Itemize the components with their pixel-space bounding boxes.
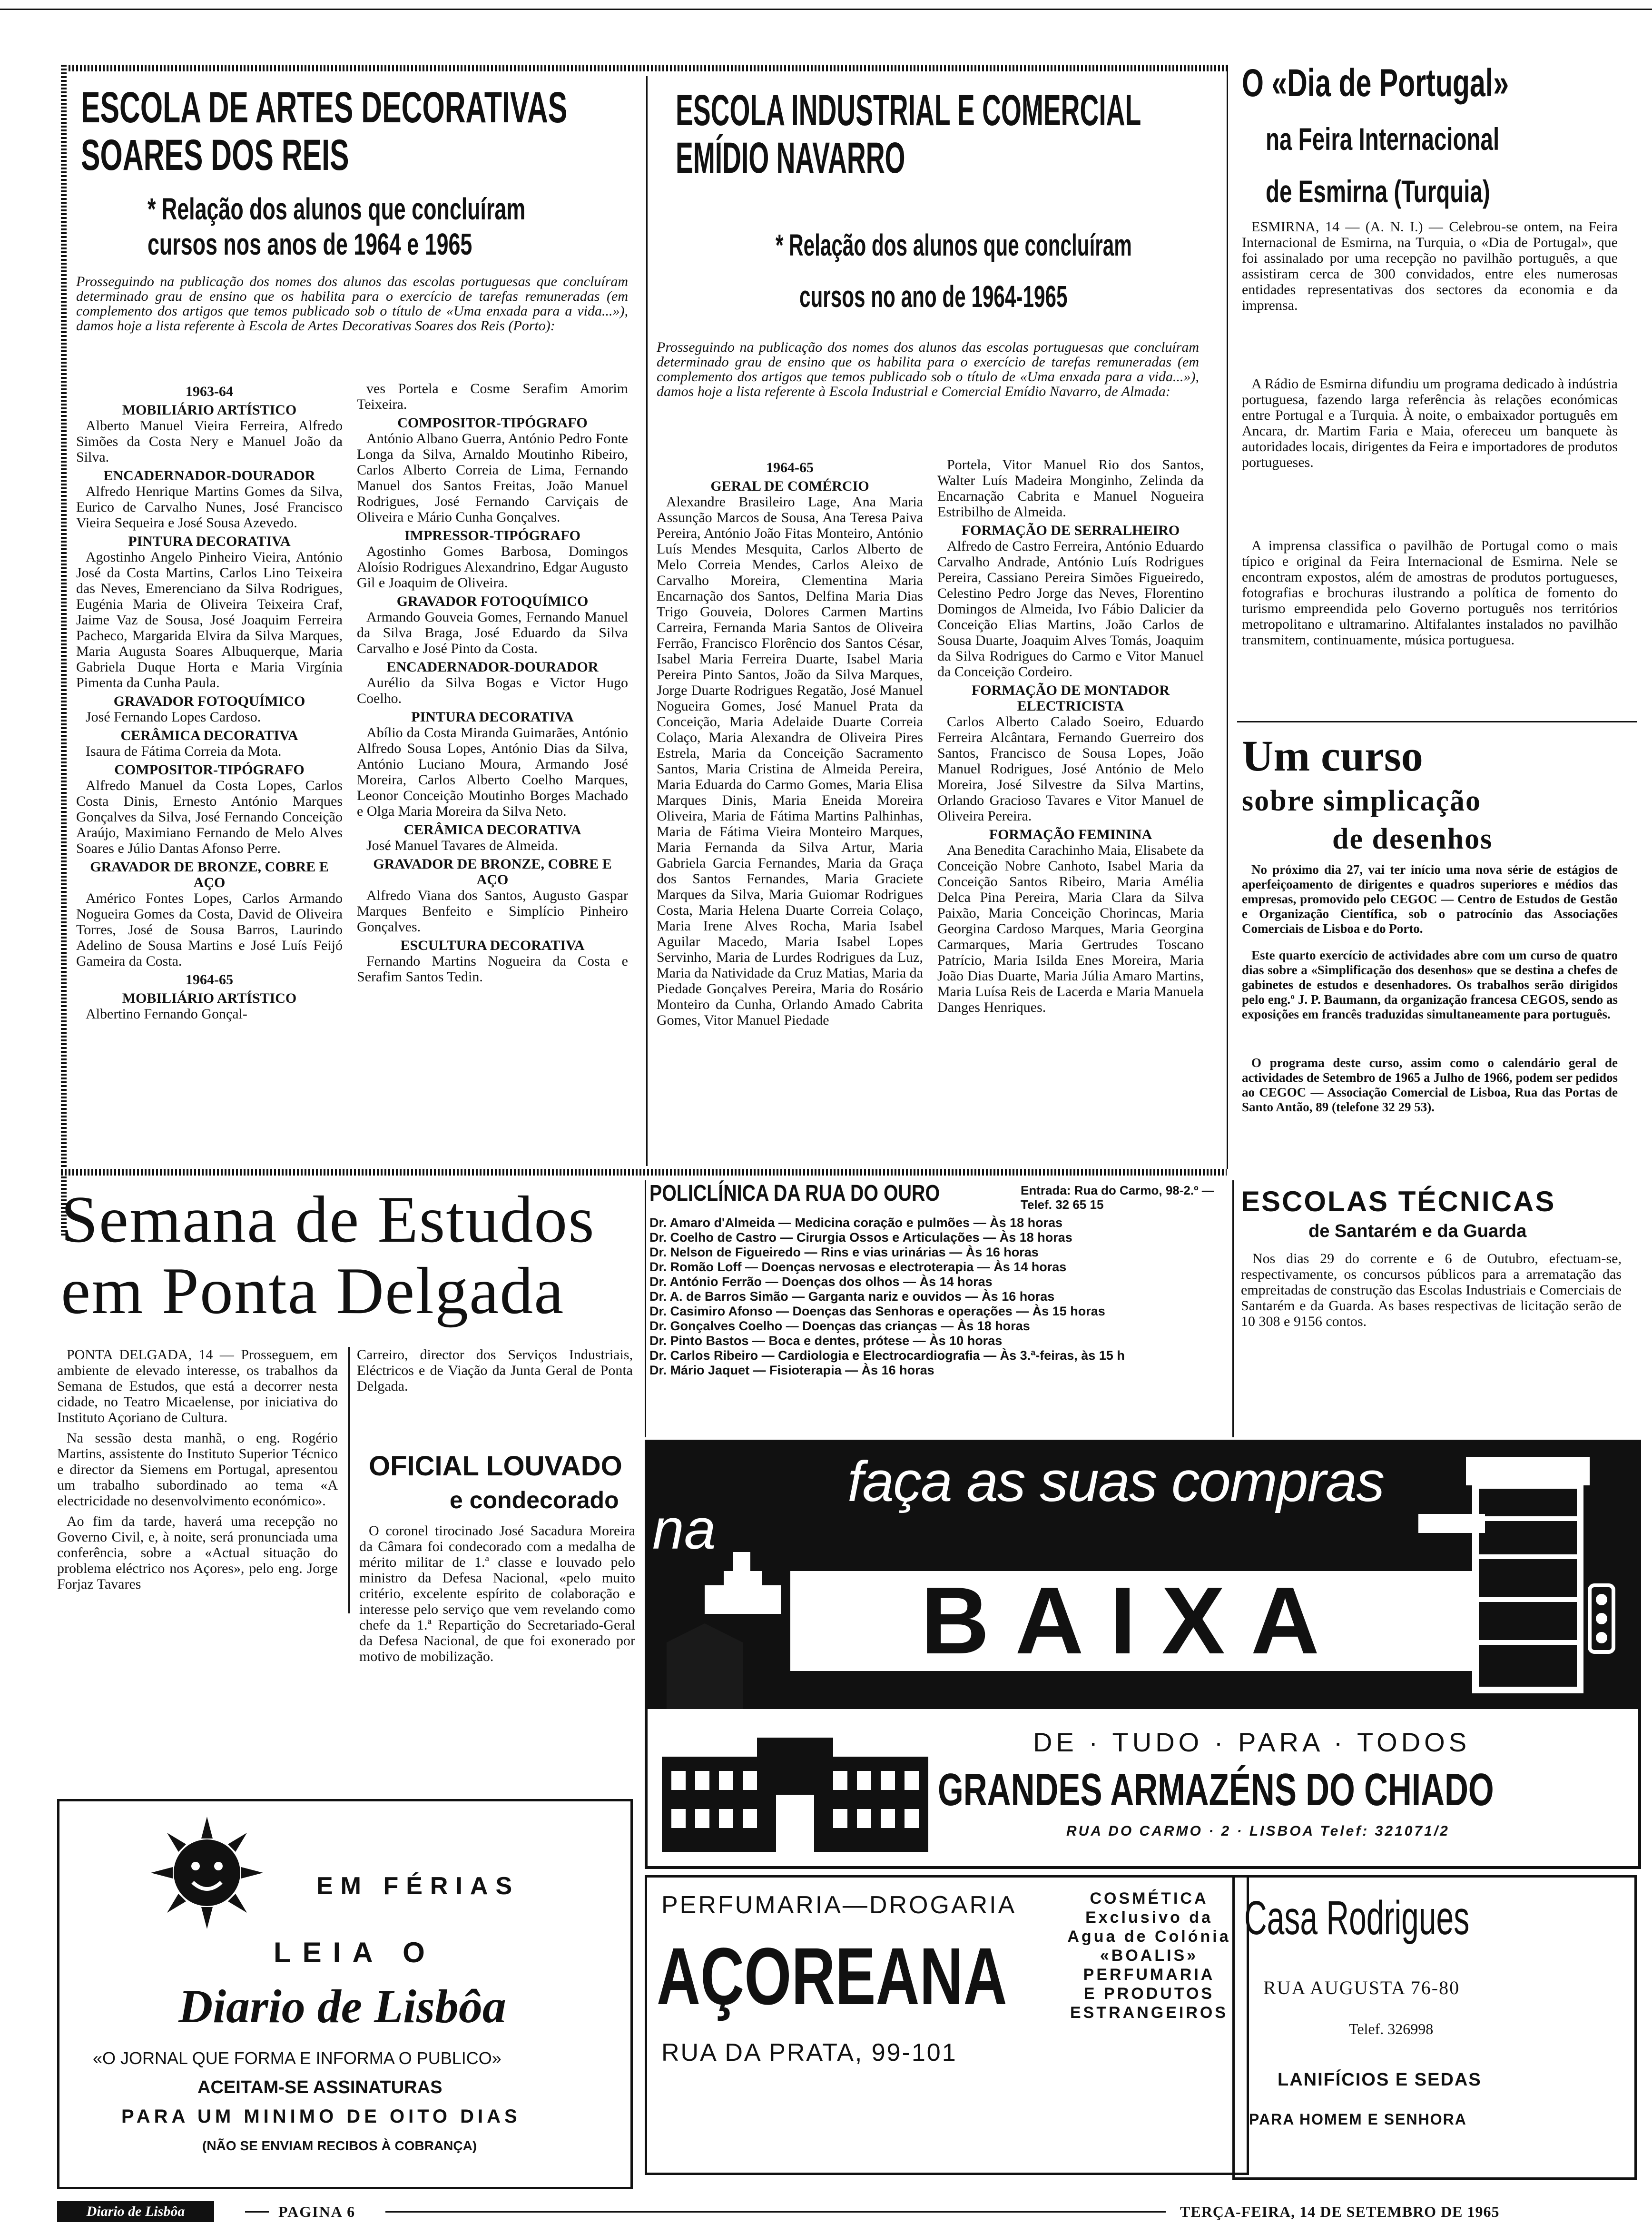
subheadline-line-1: * Relação dos alunos que concluíram <box>776 228 1132 262</box>
section-heading: MOBILIÁRIO ARTÍSTICO <box>122 402 297 418</box>
article-escolas-tecnicas <box>1232 1180 1642 1442</box>
ad-acoreana-products <box>1061 1889 1237 2022</box>
section-text: Alexandre Brasileiro Lage, Ana Maria Assunção Marcos de Sousa, Ana Teresa Paiva Pereira, António João Fitas Monteiro, António Luís Mendes Mesquita, Carlos Alberto de Melo Correia Mendes, Carlos Aleixo de Carvalho Moreira, Clementina Maria Encarnação dos Santos, Delfina Maria Dias Trigo Gouveia, Dolores Carmen Martins Carreira, Fernanda Maria Santos de Oliveira Ferrão, Francisco Florêncio dos Santos César, Isabel Maria Ferreira Duarte, Isabel Maria Pereira Pinto Santos, João da Silva Marques, Jorge Duarte Rodrigues Regatão, José Manuel Nogueira Gomes, José Manuel Prata da Conceição, Maria Adelaide Duarte Correia Colaço, Maria Alexandra de Oliveira Pires Estrela, Maria da Conceição Sacramento Santos, Maria Cristina de Almeida Pereira, Maria Eduarda do Carmo Gomes, Maria Elisa Marques Dinis, Maria Eneida Moreira Oliveira, Maria de Fátima Martins Palhinhas, Maria de Fátima Vieira Monteiro Marques, Maria Fernanda da Silva Artur, Maria Gabriela Garcia Fernandes, Maria da Graça dos Santos Fernandes, Maria Graciete Marques da Silva, Maria Guiomar Rodrigues Costa, Maria Helena Duarte Correia Colaço, Maria Irene Alves Rocha, Maria Isabel Aguilar Macedo, Maria Isabel Lopes Servinho, Maria de Lurdes Rodrigues da Luz, Maria da Natividade da Cruz Matias, Maria da Piedade Gonçalves Pereira, Maria do Rosário Monteiro da Cunha, Orlando Amado Cabrita Gomes, Vitor Manuel Piedade <box>657 494 923 1028</box>
section-text: José Fernando Lopes Cardoso. <box>86 709 261 725</box>
section-text: Portela, Vitor Manuel Rio dos Santos, Walter Luís Madeira Monginho, Zelinda da Encarnação Cabrita e Manuel Nogueira Estribilho de Almeida. <box>937 457 1204 520</box>
article-paragraph-1: No próximo dia 27, vai ter início uma nova série de estágios de aperfeiçoamento de dirigentes e quadros superiores e médios das empresas, promovido pelo CEGOC — Centro de Estudos de Gestão e Organização Científica, sob o patrocínio das Associações Comerciais de Lisboa e do Porto. <box>1242 862 1618 936</box>
section-text: Ana Benedita Carachinho Maia, Elisabete da Conceição Nobre Canhoto, Isabel Maria da Conceição Santos Ribeiro, Maria Amélia Delca Pina Pereira, Maria Clara da Silva Paixão, Maria Conceição Chorincas, Maria Georgina Cardoso Marques, Maria Georgina Carmarques, Maria Gertrudes Toscano Patrício, Maria Isilda Enes Moreira, Maria João Dias Duarte, Maria Júlia Amaro Martins, Maria Luísa Reis de Lacerda e Maria Manuela Danges Henriques. <box>937 842 1204 1015</box>
article-paragraph-2: Na sessão desta manhã, o eng. Rogério Martins, assistente do Instituto Superior Técnico e director da Siemens em Portugal, apresentou um trabalho subordinado ao tema «A electricidade no desenvolvimento económico». <box>57 1430 338 1509</box>
policlinica-title: POLICLÍNICA DA RUA DO OURO <box>649 1181 940 1206</box>
section-text: José Manuel Tavares de Almeida. <box>366 838 559 853</box>
ad-acoreana-product-line: E PRODUTOS <box>1083 1985 1215 2003</box>
article-paragraph-3: O programa deste curso, assim como o calendário geral de actividades de Setembro de 1965 a Julho de 1966, podem ser pedidos ao CEGOC — Associação Comercial de Lisboa, Rua das Portas de Santo Antão, 89 (telefone 32 29 53). <box>1242 1056 1618 1114</box>
section-heading: FORMAÇÃO DE SERRALHEIRO <box>961 523 1180 538</box>
ad-diario-line2: LEIA O <box>274 1937 436 1968</box>
section-text: Abílio da Costa Miranda Guimarães, António Alfredo Sousa Lopes, António Dias da Silva, António Luciano Moura, Armando José Moreira, Carlos Alberto Coelho Marques, Leonor Conceição Moutinho Borges Machado e Olga Maria Moreira da Silva Neto. <box>357 725 628 819</box>
policlinica-row: Dr. A. de Barros Simão — Garganta nariz e ouvidos — Às 16 horas <box>649 1289 1055 1304</box>
ad-baixa-line2: na <box>652 1497 716 1561</box>
section-heading: GRAVADOR DE BRONZE, COBRE E AÇO <box>373 856 612 888</box>
ad-baixa-sub3: RUA DO CARMO · 2 · LISBOA Telef: 321071/2 <box>1066 1823 1450 1839</box>
footer-date: TERÇA-FEIRA, 14 DE SETEMBRO DE 1965 <box>1180 2203 1500 2220</box>
headline-line-2: sobre simplicação <box>1242 785 1481 817</box>
section-heading: COMPOSITOR-TIPÓGRAFO <box>397 415 588 431</box>
subheadline-line-1: * Relação dos alunos que concluíram <box>148 192 526 226</box>
section-text: ves Portela e Cosme Serafim Amorim Teixeira. <box>357 381 628 412</box>
section-text: Agostinho Angelo Pinheiro Vieira, António José da Costa Martins, Carlos Lino Teixeira das Neves, Emerenciano da Silva Rodrigues, Eugénia Maria de Oliveira Teixeira Craf, Jaime Vaz de Sousa, José Joaquim Ferreira Pacheco, Margarida Elvira da Silva Marques, Maria Augusta Soares Albuquerque, Maria Gabriela Duque Horta e Maria Virgínia Pimenta da Cunha Paula. <box>76 549 343 691</box>
ad-acoreana-product-line: Agua de Colónia <box>1067 1928 1231 1946</box>
ad-acoreana-product-line: PERFUMARIA <box>1083 1966 1215 1984</box>
policlinica-row: Dr. Gonçalves Coelho — Doenças das crianças — Às 18 horas <box>649 1319 1030 1333</box>
section-divider <box>1237 721 1637 722</box>
policlinica-list <box>649 1216 1220 1378</box>
column-divider-2 <box>1227 65 1228 1169</box>
section-heading: FORMAÇÃO DE MONTADOR ELECTRICISTA <box>971 682 1170 714</box>
headline-line-1: Um curso <box>1242 731 1423 780</box>
section-heading: PINTURA DECORATIVA <box>411 709 574 725</box>
article-paragraph-1: ESMIRNA, 14 — (A. N. I.) — Celebrou-se ontem, na Feira Internacional de Esmirna, na Turquia, o «Dia de Portugal», que foi assinalado por uma recepção no pavilhão português, a que assistiram cerca de 300 convidados, entre eles numerosas entidades representativas dos sectores da economia e da imprensa. <box>1242 219 1618 313</box>
policlinica-row: Dr. António Ferrão — Doenças dos olhos — Às 14 horas <box>649 1275 993 1289</box>
article-escola-industrial <box>657 76 1218 1166</box>
article-paragraph-2: Este quarto exercício de actividades abre com um curso de quatro dias sobre a «Simplificação dos desenhos» que se destina a chefes de gabinetes de estudos e desenhadores. Os trabalhos serão dirigidos pelo eng.º J. P. Baumann, da organização francesa CEGOS, sendo as exposições em francês traduzidas simultaneamente para português. <box>1242 948 1618 1021</box>
policlinica-row: Dr. Romão Loff — Doenças nervosas e electroterapia — Às 14 horas <box>649 1260 1067 1274</box>
ad-baixa-line1: faça as suas compras <box>847 1450 1384 1513</box>
section-heading: CERÂMICA DECORATIVA <box>120 728 298 743</box>
section-heading: ENCADERNADOR-DOURADOR <box>103 468 315 484</box>
ad-diario-line4: ACEITAM-SE ASSINATURAS <box>197 2077 442 2097</box>
policlinica-row: Dr. Coelho de Castro — Cirurgia Ossos e Articulações — Às 18 horas <box>649 1230 1072 1245</box>
policlinica-address: Entrada: Rua do Carmo, 98-2.º — Telef. 32 65 15 <box>1021 1183 1214 1212</box>
section-heading: GERAL DE COMÉRCIO <box>710 478 869 494</box>
subheadline: de Santarém e da Guarda <box>1308 1221 1527 1241</box>
ad-diario-line1: EM FÉRIAS <box>316 1872 520 1900</box>
ad-acoreana-product-line: «BOALIS» <box>1100 1947 1199 1965</box>
section-text: Armando Gouveia Gomes, Fernando Manuel da Silva Braga, José Eduardo da Silva Carvalho e José Pinto da Costa. <box>357 609 628 656</box>
article-paragraph-1: O coronel tirocinado José Sacadura Moreira da Câmara foi condecorado com a medalha de mérito militar de 1.ª classe e louvado pelo ministro da Defesa Nacional, «pelo muito critério, excelente espírito de colaboração e interesse pelo serviço que vem revelando como chefe da 1.ª Repartição do Secretariado-Geral da Defesa Nacional, de que foi exonerado por motivo de mobilização. <box>359 1523 635 1664</box>
mid-dotted-border <box>61 1169 1227 1176</box>
section-heading: MOBILIÁRIO ARTÍSTICO <box>122 990 297 1006</box>
article-column-2 <box>357 1347 633 1394</box>
footer-logo: Diario de Lisbôa <box>57 2201 214 2222</box>
article-column-1 <box>657 457 923 1028</box>
ad-acoreana-big: AÇOREANA <box>657 1931 1007 2022</box>
policlinica-row: Dr. Mário Jaquet — Fisioterapia — Às 16 horas <box>649 1363 934 1377</box>
ad-acoreana-product-line: ESTRANGEIROS <box>1070 2004 1229 2022</box>
ad-baixa-banner <box>648 1443 1638 1709</box>
footer-page: PAGINA 6 <box>278 2203 356 2220</box>
ad-diario-line3: «O JORNAL QUE FORMA E INFORMA O PUBLICO» <box>93 2048 502 2068</box>
ad-acoreana-line2: RUA DA PRATA, 99-101 <box>661 2039 957 2066</box>
section-text: Américo Fontes Lopes, Carlos Armando Nogueira Gomes da Costa, David de Oliveira Torres, José de Sousa Barros, Laurindo Adelino de Sousa Martins e José Luís Feijó Gameira da Costa. <box>76 890 343 969</box>
article-dia-portugal <box>1237 62 1637 719</box>
section-text: Alfredo Henrique Martins Gomes da Silva, Eurico de Carvalho Nunes, José Francisco Vieira Sequeira e José Sousa Azevedo. <box>76 484 343 531</box>
ad-acoreana-product-line: Exclusivo da <box>1085 1908 1213 1927</box>
section-heading: 1964-65 <box>766 460 814 475</box>
policlinica-row: Dr. Amaro d'Almeida — Medicina coração e pulmões — Às 18 horas <box>649 1216 1063 1230</box>
ad-diario <box>57 1799 633 2189</box>
ad-baixa-sub1: DE · TUDO · PARA · TODOS <box>1033 1727 1471 1757</box>
left-dotted-border <box>61 65 67 1236</box>
ad-rodrigues-line2: PARA HOMEM E SENHORA <box>1249 2111 1467 2128</box>
ad-rodrigues <box>1232 1875 1637 2180</box>
ad-rodrigues-title: Casa Rodrigues <box>1244 1891 1470 1945</box>
article-column-2 <box>357 381 628 985</box>
article-oficial <box>354 1452 640 1794</box>
article-intro: Prosseguindo na publicação dos nomes dos alunos das escolas portuguesas que concluíram determinado grau de ensino que os habilita para o exercício de tarefas remuneradas (em complemento dos artigos que temos publicado sob o título de «Uma enxada para a vida...»), damos hoje a lista referente à Escola Industrial e Comercial Emídio Navarro, de Almada: <box>657 339 1199 399</box>
column-divider-1 <box>646 76 648 1166</box>
section-heading: COMPOSITOR-TIPÓGRAFO <box>114 762 305 778</box>
section-heading: GRAVADOR FOTOQUÍMICO <box>396 593 589 609</box>
article-paragraph-3: Ao fim da tarde, haverá uma recepção no Governo Civil, e, à noite, será pronunciada uma conferência, sobre a «Actual situação do problema eléctrico nos Açores», pelo eng. Jorge Forjaz Tavares <box>57 1513 338 1592</box>
article-paragraph-4: Carreiro, director dos Serviços Industriais, Eléctricos e de Viação da Junta Geral de Ponta Delgada. <box>357 1347 633 1394</box>
article-paragraph-3: A imprensa classifica o pavilhão de Portugal como o mais típico e original da Feira Internacional de Esmirna. Nele se encontram expostos, além de amostras de produtos portugueses, fotografias e brochuras ilustrando a política de fomento do turismo empreendida pelo Governo português nos territórios metropolitano e ultramarino. Altifalantes instalados no pavilhão transmitem, continuamente, música portuguesa. <box>1242 538 1618 648</box>
ad-diario-line6: (NÃO SE ENVIAM RECIBOS À COBRANÇA) <box>202 2138 477 2153</box>
headline-line-2: em Ponta Delgada <box>61 1254 565 1328</box>
section-text: Alfredo Viana dos Santos, Augusto Gaspar Marques Benfeito e Simplício Pinheiro Gonçalves. <box>357 888 628 935</box>
section-text: Carlos Alberto Calado Soeiro, Eduardo Ferreira Alcântara, Fernando Guerreiro dos Santos, Francisco de Sousa Lopes, João Manuel Rodrigues, José António de Melo Moreira, José Silvestre da Silva Martins, Orlando Gracioso Tavares e Vitor Manuel de Oliveira Pereira. <box>937 714 1204 824</box>
ad-rodrigues-tel: Telef. 326998 <box>1349 2020 1434 2037</box>
section-text: António Albano Guerra, António Pedro Fonte Longa da Silva, Arnaldo Moutinho Ribeiro, Carlos Alberto Correia de Lima, Fernando Manuel dos Santos Freitas, João Manuel Rodrigues, José Fernando Carviçais de Oliveira e Mário Cunha Gonçalves. <box>357 431 628 525</box>
policlinica-row: Dr. Pinto Bastos — Boca e dentes, prótese — Às 10 horas <box>649 1334 1003 1348</box>
section-heading: 1963-64 <box>186 384 233 399</box>
subheadline-line-2: cursos nos anos de 1964 e 1965 <box>148 227 472 261</box>
section-heading: PINTURA DECORATIVA <box>128 534 291 549</box>
top-dotted-border <box>61 65 1227 71</box>
ad-acoreana-line1: PERFUMARIA—DROGARIA <box>661 1891 1017 1919</box>
policlinica-ad <box>645 1180 1225 1442</box>
headline-line-2: SOARES DOS REIS <box>81 131 349 179</box>
policlinica-row: Dr. Carlos Ribeiro — Cardiologia e Electrocardiografia — Às 3.ª-feiras, às 15 h <box>649 1348 1125 1363</box>
article-paragraph-2: A Rádio de Esmirna difundiu um programa dedicado à indústria portuguesa, fazendo larga referência às relações económicas entre Portugal e a Turquia. À noite, o embaixador português em Ancara, dr. Martim Faria e Maia, ofereceu um banquete às autoridades locais, dirigentes da Feira e importadores de produtos portugueses. <box>1242 376 1618 470</box>
article-column-2 <box>937 457 1204 1015</box>
section-text: Albertino Fernando Gonçal- <box>86 1006 247 1022</box>
headline-line-3: de desenhos <box>1332 823 1493 855</box>
section-heading: CERÂMICA DECORATIVA <box>403 822 581 838</box>
section-heading: ENCADERNADOR-DOURADOR <box>386 659 599 675</box>
page-footer <box>57 2201 1637 2225</box>
headline-line-2: EMÍDIO NAVARRO <box>676 134 905 182</box>
section-text: Isaura de Fátima Correia da Mota. <box>86 743 282 759</box>
ad-acoreana <box>645 1875 1249 2175</box>
article-intro: Prosseguindo na publicação dos nomes dos alunos das escolas portuguesas que concluíram determinado grau de ensino que os habilita para o exercício de tarefas remuneradas (em complemento dos artigos que temos publicado sob o título de «Uma enxada para a vida...»), damos hoje a lista referente à Escola de Artes Decorativas Soares dos Reis (Porto): <box>76 274 628 334</box>
headline-line-2: e condecorado <box>450 1487 619 1513</box>
ad-acoreana-product-line: COSMÉTICA <box>1090 1889 1209 1908</box>
headline-line-3: de Esmirna (Turquia) <box>1266 174 1490 209</box>
headline-line-1: ESCOLA DE ARTES DECORATIVAS <box>81 83 568 132</box>
section-heading: IMPRESSOR-TIPÓGRAFO <box>404 528 581 544</box>
section-heading: 1964-65 <box>186 972 233 988</box>
article-curso <box>1237 728 1637 1166</box>
headline-line-1: O «Dia de Portugal» <box>1242 62 1509 105</box>
headline: ESCOLAS TÉCNICAS <box>1241 1186 1556 1217</box>
ad-baixa <box>645 1440 1641 1869</box>
column-divider <box>348 1347 350 1613</box>
ad-baixa-sub2: GRANDES ARMAZÉNS DO CHIADO <box>938 1764 1494 1815</box>
article-paragraph: Nos dias 29 do corrente e 6 de Outubro, efectuam-se, respectivamente, os concursos públicos para a arrematação das empreitadas de construção das Escolas Industriais e Comerciais de Santarém e da Guarda. As bases respectivas de licitação serão de 10 308 e 9156 contos. <box>1241 1251 1622 1329</box>
headline-line-1: OFICIAL LOUVADO <box>369 1452 622 1482</box>
section-heading: GRAVADOR DE BRONZE, COBRE E AÇO <box>90 859 329 890</box>
ad-baixa-big: BAIXA <box>790 1571 1475 1671</box>
section-text: Aurélio da Silva Bogas e Victor Hugo Coelho. <box>357 675 628 706</box>
policlinica-row: Dr. Casimiro Afonso — Doenças das Senhoras e operações — Às 15 horas <box>649 1304 1105 1318</box>
ad-diario-brand: Diario de Lisbôa <box>178 1980 506 2033</box>
sun-icon <box>150 1816 264 1930</box>
section-text: Agostinho Gomes Barbosa, Domingos Aloísio Rodrigues Alexandrino, Edgar Augusto Gil e Joaquim de Oliveira. <box>357 544 628 591</box>
article-paragraph-1: PONTA DELGADA, 14 — Prosseguem, em ambiente de elevado interesse, os trabalhos da Semana de Estudos, que está a decorrer nesta cidade, no Teatro Micaelense, por iniciativa do Instituto Açoriano de Cultura. <box>57 1347 338 1425</box>
chiado-building-illustration <box>662 1738 928 1857</box>
article-escola-artes <box>76 76 638 1166</box>
section-heading: GRAVADOR FOTOQUÍMICO <box>113 693 305 709</box>
ad-rodrigues-line1: LANIFÍCIOS E SEDAS <box>1278 2070 1482 2090</box>
top-rule <box>0 9 1652 10</box>
section-text: Alfredo Manuel da Costa Lopes, Carlos Costa Dinis, Ernesto António Marques Gonçalves da Silva, José Fernando Conceição Araújo, Maximiano Fernando de Melo Alves Soares e Júlio Dantas Afonso Perre. <box>76 778 343 856</box>
ad-diario-line5: PARA UM MINIMO DE OITO DIAS <box>121 2106 521 2127</box>
headline-line-1: ESCOLA INDUSTRIAL E COMERCIAL <box>676 86 1141 135</box>
headline-line-1: Semana de Estudos <box>61 1183 595 1256</box>
article-column-1 <box>76 381 343 1022</box>
ad-rodrigues-addr: RUA AUGUSTA 76-80 <box>1263 1977 1460 1998</box>
subheadline-line-2: cursos no ano de 1964-1965 <box>799 279 1068 314</box>
article-column-1 <box>57 1347 338 1592</box>
section-text: Alberto Manuel Vieira Ferreira, Alfredo Simões da Costa Nery e Manuel João da Silva. <box>76 418 343 465</box>
headline-line-2: na Feira Internacional <box>1266 121 1500 157</box>
section-heading: FORMAÇÃO FEMININA <box>989 827 1152 842</box>
policlinica-row: Dr. Nelson de Figueiredo — Rins e vias urinárias — Às 16 horas <box>649 1245 1039 1259</box>
section-text: Alfredo de Castro Ferreira, António Eduardo Carvalho Andrade, António Luís Rodrigues Pereira, Cassiano Pereira Simões Figueiredo, Celestino Pedro Jorge das Neves, Florentino Domingos de Almeida, Ivo Fábio Dalicier da Conceição Elias Martins, João Carlos de Sousa Duarte, Joaquim Alves Tomás, Joaquim da Silva Rodrigues do Carmo e Vitor Manuel da Conceição Cordeiro. <box>937 538 1204 680</box>
section-text: Fernando Martins Nogueira da Costa e Serafim Santos Tedin. <box>357 953 628 985</box>
section-heading: ESCULTURA DECORATIVA <box>400 938 585 953</box>
